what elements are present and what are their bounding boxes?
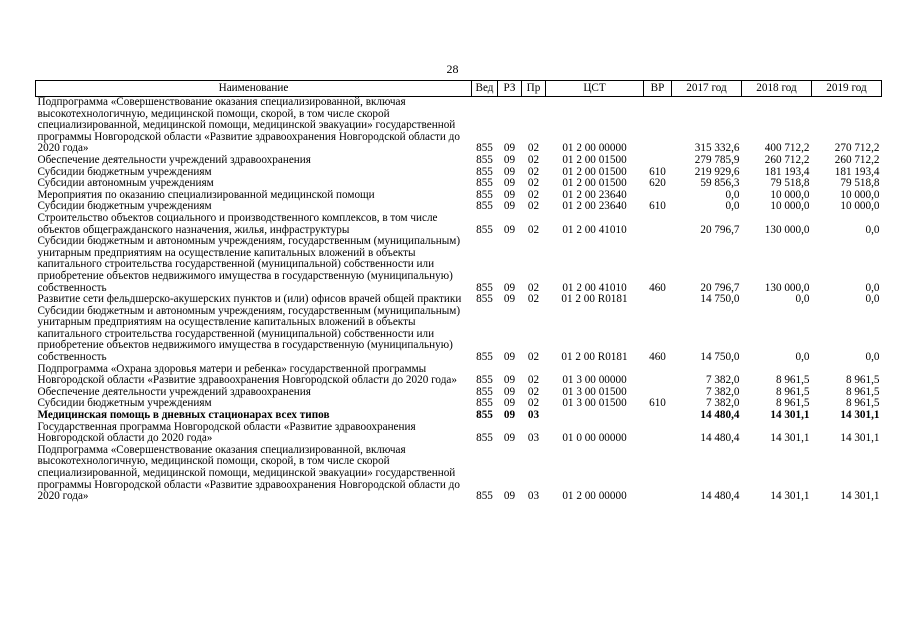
cell-pr: 02: [527, 153, 540, 166]
cell-rz: 09: [503, 432, 516, 445]
table-body: [36, 97, 882, 503]
cell-ved: 855: [476, 432, 493, 445]
cell-rz: 09: [503, 351, 516, 364]
cell-pr: 02: [527, 177, 540, 190]
cell-name: Подпрограмма «Охрана здоровья матери и ребенка» государственной программы Новгородской области «Развитие здравоохранения Новгородской области до 2020 года»: [37, 362, 457, 387]
cell-name: Субсидии бюджетным и автономным учреждениям, государственным (муниципальным) унитарным предприятиям на осуществление капитальных вложений в объекты капитального строительства государственной (муниципальной) собственности или приобретение объектов недвижимого имущества в государственную (муниципальную) собственность: [37, 304, 461, 364]
cell-cst: 01 2 00 01500: [562, 153, 627, 166]
cell-pr: 02: [527, 188, 540, 201]
cell-pr: 02: [527, 142, 540, 155]
cell-vr: 610: [649, 200, 666, 213]
cell-2019: 260 712,2: [834, 153, 880, 166]
cell-pr: 02: [527, 385, 540, 398]
cell-rz: 09: [503, 281, 516, 294]
cell-2019: 79 518,8: [840, 177, 880, 190]
cell-2018: 260 712,2: [764, 153, 810, 166]
cell-pr: 02: [527, 397, 540, 410]
cell-rz: 09: [503, 409, 516, 422]
cell-ved: 855: [476, 281, 493, 294]
cell-name: Мероприятия по оказанию специализированной медицинской помощи: [37, 188, 375, 201]
cell-2019: 8 961,5: [845, 397, 880, 410]
table-row: [36, 236, 882, 294]
cell-2017: 14 750,0: [700, 293, 740, 306]
table-header-row: [36, 81, 882, 97]
cell-cst: 01 0 00 00000: [562, 432, 627, 445]
cell-2018: 400 712,2: [764, 142, 810, 155]
cell-rz: 09: [503, 374, 516, 387]
cell-2019: 14 301,1: [840, 490, 880, 503]
cell-cst: 01 2 00 01500: [562, 177, 627, 190]
cell-ved: 855: [476, 200, 493, 213]
cell-name: Субсидии бюджетным и автономным учреждениям, государственным (муниципальным) унитарным предприятиям на осуществление капитальных вложений в объекты капитального строительства государственной (муниципальной) собственности или приобретение объектов недвижимого имущества в государственную (муниципальную) собственность: [37, 235, 461, 294]
header-vr: ВР: [644, 81, 672, 97]
cell-rz: 09: [503, 490, 516, 503]
cell-cst: 01 3 00 01500: [562, 385, 627, 398]
cell-ved: 855: [476, 165, 493, 178]
cell-ved: 855: [476, 177, 493, 190]
cell-pr: 02: [527, 223, 540, 236]
cell-ved: 855: [476, 188, 493, 201]
cell-cst: 01 2 00 R0181: [561, 351, 628, 364]
header-2018: 2018 год: [742, 81, 812, 97]
cell-2018: 181 193,4: [764, 165, 810, 178]
cell-name: Государственная программа Новгородской области «Развитие здравоохранения Новгородской области до 2020 года»: [37, 420, 416, 445]
cell-2018: 14 301,1: [770, 432, 810, 445]
cell-2019: 181 193,4: [834, 165, 880, 178]
header-cst: ЦСТ: [546, 81, 644, 97]
table-row: [36, 294, 882, 306]
cell-2018: 10 000,0: [770, 188, 810, 201]
cell-2017: 219 929,6: [694, 165, 740, 178]
table-row: [36, 422, 882, 445]
cell-pr: 03: [527, 432, 540, 445]
cell-2019: 8 961,5: [845, 385, 880, 398]
cell-ved: 855: [476, 223, 493, 236]
cell-2019: 8 961,5: [845, 374, 880, 387]
cell-rz: 09: [503, 200, 516, 213]
cell-vr: [644, 445, 672, 503]
cell-2018: 8 961,5: [775, 385, 810, 398]
cell-vr: 460: [649, 281, 666, 294]
cell-name: Субсидии бюджетным учреждениям: [37, 200, 212, 213]
page-number: 28: [446, 62, 459, 76]
cell-ved: 855: [476, 351, 493, 364]
cell-name: Развитие сети фельдшерско-акушерских пунктов и (или) офисов врачей общей практики: [37, 293, 462, 306]
cell-cst: 01 2 00 23640: [562, 200, 627, 213]
cell-2017: 14 480,4: [700, 490, 740, 503]
cell-2017: 7 382,0: [705, 397, 740, 410]
cell-cst: 01 2 00 01500: [562, 165, 627, 178]
cell-rz: 09: [503, 385, 516, 398]
cell-name: Строительство объектов социального и производственного комплексов, в том числе объектов общегражданского назначения, жилья, инфраструктуры: [37, 211, 438, 236]
table-row: [36, 306, 882, 364]
cell-2018: 130 000,0: [764, 281, 810, 294]
cell-2018: 0,0: [795, 293, 810, 306]
cell-pr: 02: [527, 165, 540, 178]
header-rz: РЗ: [498, 81, 522, 97]
cell-name: Обеспечение деятельности учреждений здравоохранения: [37, 385, 311, 398]
cell-2018: 130 000,0: [764, 223, 810, 236]
table-row: [36, 213, 882, 236]
cell-ved: 855: [476, 293, 493, 306]
cell-pr: 03: [527, 409, 540, 422]
cell-pr: 02: [527, 281, 540, 294]
cell-2019: 14 301,1: [840, 432, 880, 445]
cell-vr: 610: [649, 165, 666, 178]
cell-ved: 855: [476, 153, 493, 166]
cell-cst: 01 3 00 00000: [562, 374, 627, 387]
cell-rz: 09: [503, 153, 516, 166]
cell-cst: 01 3 00 01500: [562, 397, 627, 410]
cell-vr: [644, 155, 672, 167]
cell-pr: 02: [527, 200, 540, 213]
cell-vr: 610: [649, 397, 666, 410]
cell-2019: 14 301,1: [840, 409, 880, 422]
cell-ved: 855: [476, 397, 493, 410]
budget-table: [35, 80, 882, 503]
cell-name: Подпрограмма «Совершенствование оказания специализированной, включая высокотехнологичную, медицинской помощи, скорой, в том числе скорой специализированной, медицинской помощи, медицинской эвакуации» государственной программы Новгородской области «Развитие здравоохранения Новгородской области до 2020 года»: [37, 96, 460, 155]
cell-2017: 20 796,7: [700, 281, 740, 294]
cell-2018: 79 518,8: [770, 177, 810, 190]
table-row: [36, 178, 882, 190]
cell-2017: 279 785,9: [694, 153, 740, 166]
header-name: Наименование: [36, 81, 472, 97]
cell-2017: 59 856,3: [700, 177, 740, 190]
cell-2019: 0,0: [865, 223, 880, 236]
cell-cst: 01 2 00 23640: [562, 188, 627, 201]
cell-cst: 01 2 00 00000: [562, 490, 627, 503]
cell-rz: 09: [503, 142, 516, 155]
cell-2018: 8 961,5: [775, 397, 810, 410]
cell-vr: 460: [649, 351, 666, 364]
cell-rz: 09: [503, 293, 516, 306]
cell-2018: 0,0: [795, 351, 810, 364]
table-row: [36, 364, 882, 387]
cell-2019: 0,0: [865, 293, 880, 306]
cell-name: Субсидии автономным учреждениям: [37, 177, 214, 190]
cell-2017: 14 480,4: [700, 409, 740, 422]
cell-name: Субсидии бюджетным учреждениям: [37, 165, 212, 178]
cell-2017: 14 750,0: [700, 351, 740, 364]
cell-2017: 315 332,6: [694, 142, 740, 155]
cell-name: Медицинская помощь в дневных стационарах всех типов: [37, 409, 330, 422]
cell-2019: 10 000,0: [840, 188, 880, 201]
table-row: [36, 155, 882, 167]
cell-rz: 09: [503, 223, 516, 236]
cell-2017: 0,0: [725, 200, 740, 213]
cell-vr: [644, 294, 672, 306]
cell-pr: 02: [527, 374, 540, 387]
cell-2017: 20 796,7: [700, 223, 740, 236]
cell-cst: 01 2 00 41010: [562, 281, 627, 294]
cell-2019: 10 000,0: [840, 200, 880, 213]
cell-2018: 10 000,0: [770, 200, 810, 213]
cell-vr: [644, 213, 672, 236]
cell-vr: [644, 364, 672, 387]
cell-pr: 03: [527, 490, 540, 503]
cell-vr: [644, 410, 672, 422]
cell-cst: [546, 410, 644, 422]
cell-2019: 270 712,2: [834, 142, 880, 155]
cell-vr: [644, 422, 672, 445]
cell-2019: 0,0: [865, 281, 880, 294]
cell-2018: 14 301,1: [770, 490, 810, 503]
cell-vr: 620: [649, 177, 666, 190]
cell-2017: 7 382,0: [705, 385, 740, 398]
cell-ved: 855: [476, 142, 493, 155]
table-row: [36, 410, 882, 422]
cell-pr: 02: [527, 351, 540, 364]
table-row: [36, 445, 882, 503]
cell-2019: 0,0: [865, 351, 880, 364]
cell-ved: 855: [476, 385, 493, 398]
cell-2017: 0,0: [725, 188, 740, 201]
cell-ved: 855: [476, 490, 493, 503]
cell-2018: 8 961,5: [775, 374, 810, 387]
table-row: [36, 97, 882, 155]
cell-rz: 09: [503, 165, 516, 178]
cell-ved: 855: [476, 374, 493, 387]
cell-2017: 14 480,4: [700, 432, 740, 445]
header-pr: Пр: [522, 81, 546, 97]
cell-cst: 01 2 00 00000: [562, 142, 627, 155]
header-2017: 2017 год: [672, 81, 742, 97]
cell-rz: 09: [503, 397, 516, 410]
header-2019: 2019 год: [812, 81, 882, 97]
cell-rz: 09: [503, 188, 516, 201]
cell-cst: 01 2 00 R0181: [561, 293, 628, 306]
cell-2018: 14 301,1: [770, 409, 810, 422]
cell-2017: 7 382,0: [705, 374, 740, 387]
cell-name: Субсидии бюджетным учреждениям: [37, 397, 212, 410]
cell-vr: [644, 97, 672, 155]
cell-cst: 01 2 00 41010: [562, 223, 627, 236]
cell-rz: 09: [503, 177, 516, 190]
cell-pr: 02: [527, 293, 540, 306]
cell-name: Обеспечение деятельности учреждений здравоохранения: [37, 153, 311, 166]
cell-ved: 855: [476, 409, 493, 422]
cell-name: Подпрограмма «Совершенствование оказания специализированной, включая высокотехнологичную, медицинской помощи, скорой, в том числе скорой специализированной, медицинской помощи, медицинской эвакуации» государственной программы Новгородской области «Развитие здравоохранения Новгородской области до 2020 года»: [37, 443, 460, 503]
header-ved: Вед: [472, 81, 498, 97]
